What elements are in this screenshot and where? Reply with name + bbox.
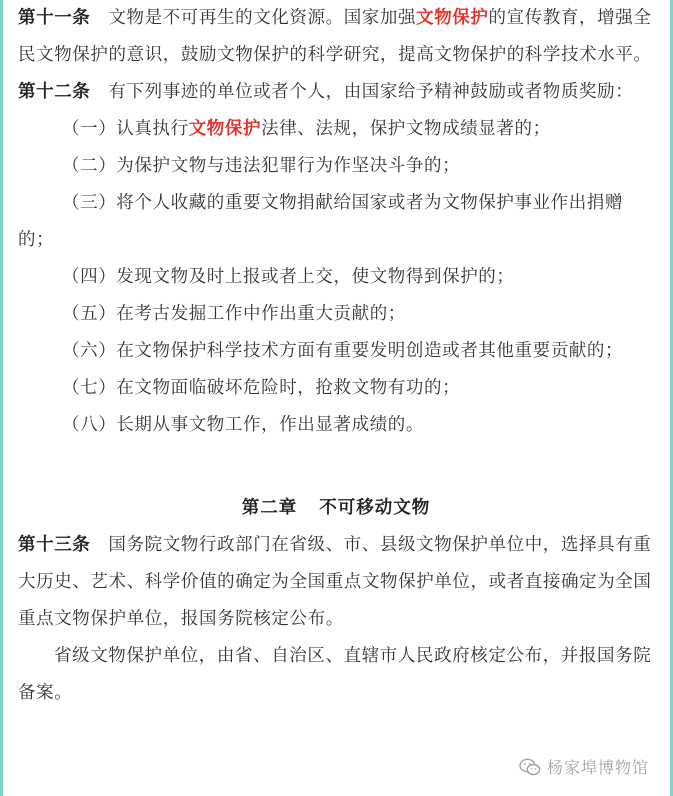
article-12-label: 第十二条 [18,82,91,102]
article-12-text: 有下列事迹的单位或者个人，由国家给予精神鼓励或者物质奖励： [108,82,634,102]
article-12-item-8: （八）长期从事文物工作，作出显著成绩的。 [62,415,424,435]
article-12-item-4: （四）发现文物及时上报或者上交，使文物得到保护的； [62,267,515,287]
article-12-item-1 [18,111,654,148]
article-13-label: 第十三条 [18,535,91,555]
item-1-text-b: 法律、法规，保护文物成绩显著的； [261,119,551,139]
article-13 [18,527,654,638]
article-12-item-2: （二）为保护文物与违法犯罪行为作坚决斗争的； [62,156,461,176]
article-13-text: 国务院文物行政部门在省级、市、县级文物保护单位中，选择具有重大历史、艺术、科学价值的确定为全国重点文物保护单位，或者直接确定为全国重点文物保护单位，报国务院核定公布。 [18,535,652,629]
article-12 [18,74,654,111]
wechat-icon [519,758,541,776]
article-11-text-a: 文物是不可再生的文化资源。国家加强 [108,8,417,28]
article-12-item-7: （七）在文物面临破坏危险时，抢救文物有功的； [62,378,461,398]
article-11-label: 第十一条 [18,8,91,28]
article-13-para-2: 省级文物保护单位，由省、自治区、直辖市人民政府核定公布，并报国务院备案。 [18,646,652,703]
article-12-item-3: （三）将个人收藏的重要文物捐献给国家或者为文物保护事业作出捐赠的； [18,193,624,250]
item-1-highlight: 文物保护 [188,119,262,139]
article-11-highlight: 文物保护 [416,8,489,28]
chapter-heading [18,490,654,527]
article-11-text-b: 的宣传教育，增强全民文物保护的意识，鼓励文物保护的科学研究，提高文物保护的科学技术水平。 [18,8,652,65]
article-11 [18,0,654,74]
item-1-text-a: （一）认真执行 [62,119,189,139]
article-12-item-5: （五）在考古发掘工作中作出重大贡献的； [62,304,406,324]
watermark [519,755,649,778]
article-12-item-6: （六）在文物保护科学技术方面有重要发明创造或者其他重要贡献的； [62,341,624,361]
chapter-title: 不可移动文物 [319,498,431,518]
document-body [18,0,654,712]
chapter-number: 第二章 [241,498,298,518]
watermark-text: 杨家埠博物馆 [546,758,649,777]
